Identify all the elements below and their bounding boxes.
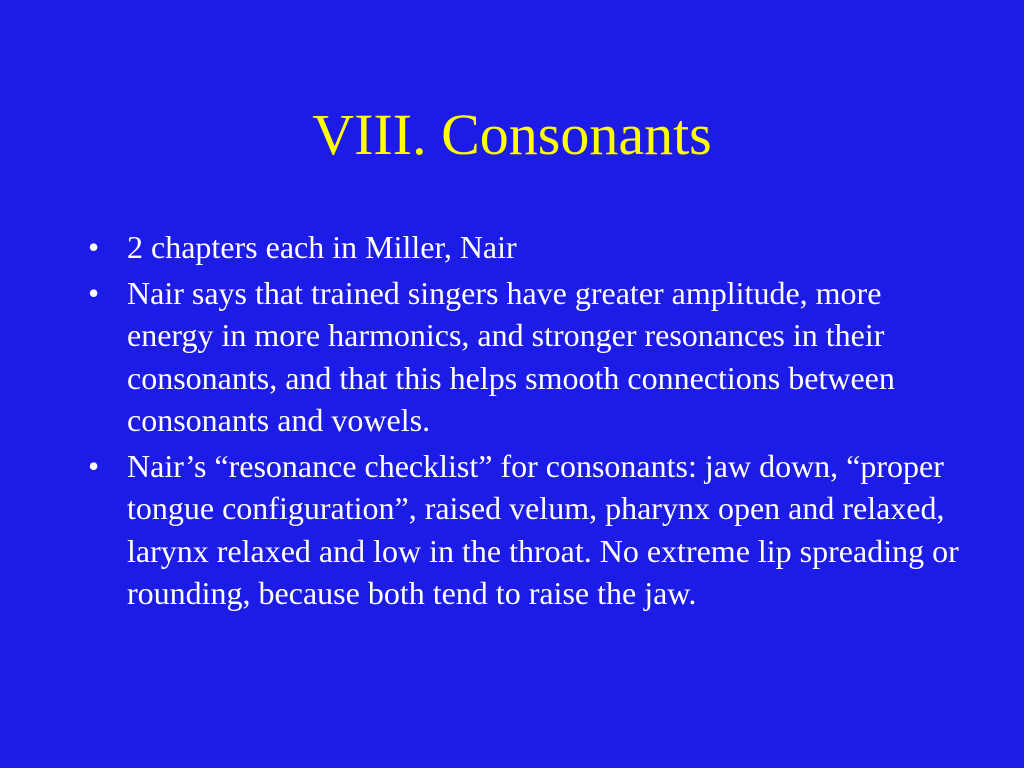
slide-title: VIII. Consonants — [312, 102, 712, 167]
bullet-item — [82, 226, 962, 269]
bullet-dot-icon: • — [88, 274, 100, 311]
bullet-text: Nair’s “resonance checklist” for consonants: jaw down, “proper tongue configuration”, raised velum, pharynx open and relaxed, larynx relaxed and low in the throat. No extreme lip spreading or rounding, because both tend to raise the jaw. — [127, 447, 959, 611]
bullet-list — [82, 226, 962, 618]
bullet-dot-icon: • — [88, 229, 100, 265]
bullet-item — [82, 445, 962, 615]
bullet-text: Nair says that trained singers have greater amplitude, more energy in more harmonics, and stronger resonances in their consonants, and that this helps smooth connections between consonants and vowels. — [127, 274, 895, 438]
bullet-dot-icon: • — [88, 447, 100, 484]
bullet-item — [82, 272, 962, 442]
bullet-text: 2 chapters each in Miller, Nair — [127, 229, 517, 265]
